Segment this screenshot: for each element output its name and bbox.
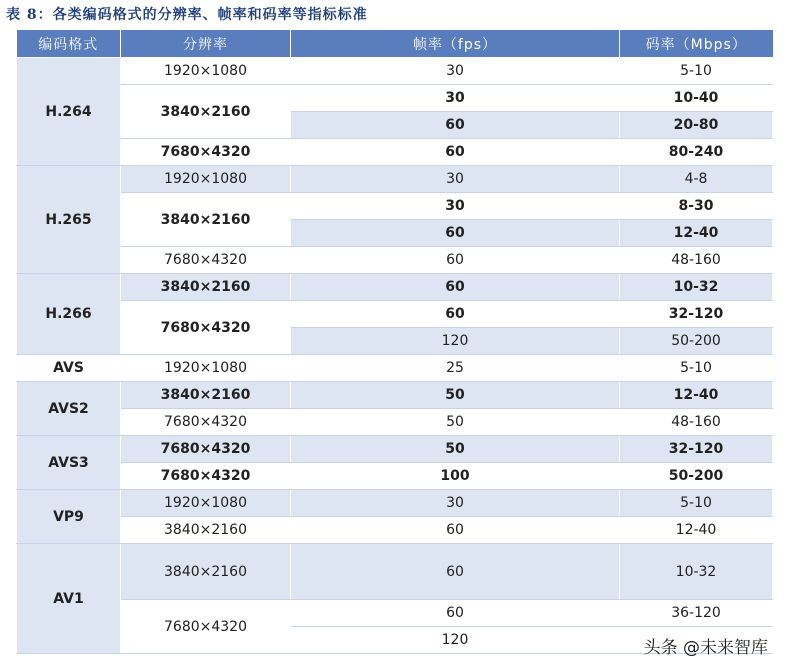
resolution-cell: 3840×2160 — [121, 274, 291, 301]
format-cell: VP9 — [17, 490, 121, 544]
table-row — [17, 463, 773, 490]
framerate-cell: 60 — [291, 139, 620, 166]
bitrate-cell: 10-32 — [620, 544, 773, 600]
header-resolution: 分辨率 — [121, 30, 291, 58]
header-format: 编码格式 — [17, 30, 121, 58]
resolution-cell: 3840×2160 — [121, 382, 291, 409]
resolution-cell: 1920×1080 — [121, 355, 291, 382]
table-row — [17, 355, 773, 382]
framerate-cell: 100 — [291, 463, 620, 490]
framerate-cell: 120 — [291, 627, 620, 654]
resolution-cell: 7680×4320 — [121, 301, 291, 355]
table-row — [17, 409, 773, 436]
resolution-cell: 3840×2160 — [121, 85, 291, 139]
bitrate-cell: 4-8 — [620, 166, 773, 193]
bitrate-cell: 48-160 — [620, 409, 773, 436]
table-row — [17, 301, 773, 328]
framerate-cell: 30 — [291, 490, 620, 517]
watermark: 头条 @未来智库 — [643, 638, 768, 658]
framerate-cell: 60 — [291, 220, 620, 247]
framerate-cell: 25 — [291, 355, 620, 382]
resolution-cell: 7680×4320 — [121, 139, 291, 166]
framerate-cell: 60 — [291, 600, 620, 627]
table-row — [17, 139, 773, 166]
framerate-cell: 60 — [291, 517, 620, 544]
format-cell: AV1 — [17, 544, 121, 654]
table-row — [17, 436, 773, 463]
codec-spec-table — [16, 30, 773, 654]
framerate-cell: 30 — [291, 58, 620, 85]
resolution-cell: 7680×4320 — [121, 600, 291, 654]
bitrate-cell: 32-120 — [620, 436, 773, 463]
bitrate-cell: 20-80 — [620, 112, 773, 139]
bitrate-cell: 8-30 — [620, 193, 773, 220]
framerate-cell: 60 — [291, 112, 620, 139]
bitrate-cell: 5-10 — [620, 355, 773, 382]
bitrate-cell: 80-240 — [620, 139, 773, 166]
table-row — [17, 58, 773, 85]
resolution-cell: 1920×1080 — [121, 166, 291, 193]
bitrate-cell: 50-200 — [620, 328, 773, 355]
table-row — [17, 517, 773, 544]
framerate-cell: 60 — [291, 274, 620, 301]
table-row — [17, 600, 773, 627]
header-bitrate: 码率（Mbps） — [620, 30, 773, 58]
table-row — [17, 166, 773, 193]
bitrate-cell: 36-120 — [620, 600, 773, 627]
format-cell: AVS3 — [17, 436, 121, 490]
table-row — [17, 247, 773, 274]
bitrate-cell: 12-40 — [620, 517, 773, 544]
table-row — [17, 490, 773, 517]
framerate-cell: 120 — [291, 328, 620, 355]
bitrate-cell: 5-10 — [620, 490, 773, 517]
table-row — [17, 193, 773, 220]
bitrate-cell: 32-120 — [620, 301, 773, 328]
bitrate-cell: 12-40 — [620, 382, 773, 409]
resolution-cell: 7680×4320 — [121, 463, 291, 490]
framerate-cell: 60 — [291, 247, 620, 274]
resolution-cell: 3840×2160 — [121, 193, 291, 247]
framerate-cell: 30 — [291, 166, 620, 193]
bitrate-cell: 50-200 — [620, 463, 773, 490]
resolution-cell: 7680×4320 — [121, 409, 291, 436]
bitrate-cell: 5-10 — [620, 58, 773, 85]
table-row — [17, 274, 773, 301]
table-row — [17, 85, 773, 112]
format-cell: H.264 — [17, 58, 121, 166]
table-row — [17, 382, 773, 409]
resolution-cell: 1920×1080 — [121, 58, 291, 85]
framerate-cell: 50 — [291, 409, 620, 436]
format-cell: H.266 — [17, 274, 121, 355]
resolution-cell: 3840×2160 — [121, 544, 291, 600]
bitrate-cell: 10-32 — [620, 274, 773, 301]
framerate-cell: 30 — [291, 193, 620, 220]
resolution-cell: 7680×4320 — [121, 247, 291, 274]
bitrate-cell: 10-40 — [620, 85, 773, 112]
resolution-cell: 7680×4320 — [121, 436, 291, 463]
resolution-cell: 1920×1080 — [121, 490, 291, 517]
bitrate-cell: 12-40 — [620, 220, 773, 247]
format-cell: H.265 — [17, 166, 121, 274]
header-row — [17, 30, 773, 58]
framerate-cell: 50 — [291, 382, 620, 409]
framerate-cell: 60 — [291, 301, 620, 328]
table-caption: 表 8：各类编码格式的分辨率、帧率和码率等指标标准 — [6, 7, 368, 23]
resolution-cell: 3840×2160 — [121, 517, 291, 544]
framerate-cell: 60 — [291, 544, 620, 600]
bitrate-cell: 48-160 — [620, 247, 773, 274]
framerate-cell: 30 — [291, 85, 620, 112]
table-row — [17, 544, 773, 600]
header-framerate: 帧率（fps） — [291, 30, 620, 58]
format-cell: AVS — [17, 355, 121, 382]
framerate-cell: 50 — [291, 436, 620, 463]
format-cell: AVS2 — [17, 382, 121, 436]
